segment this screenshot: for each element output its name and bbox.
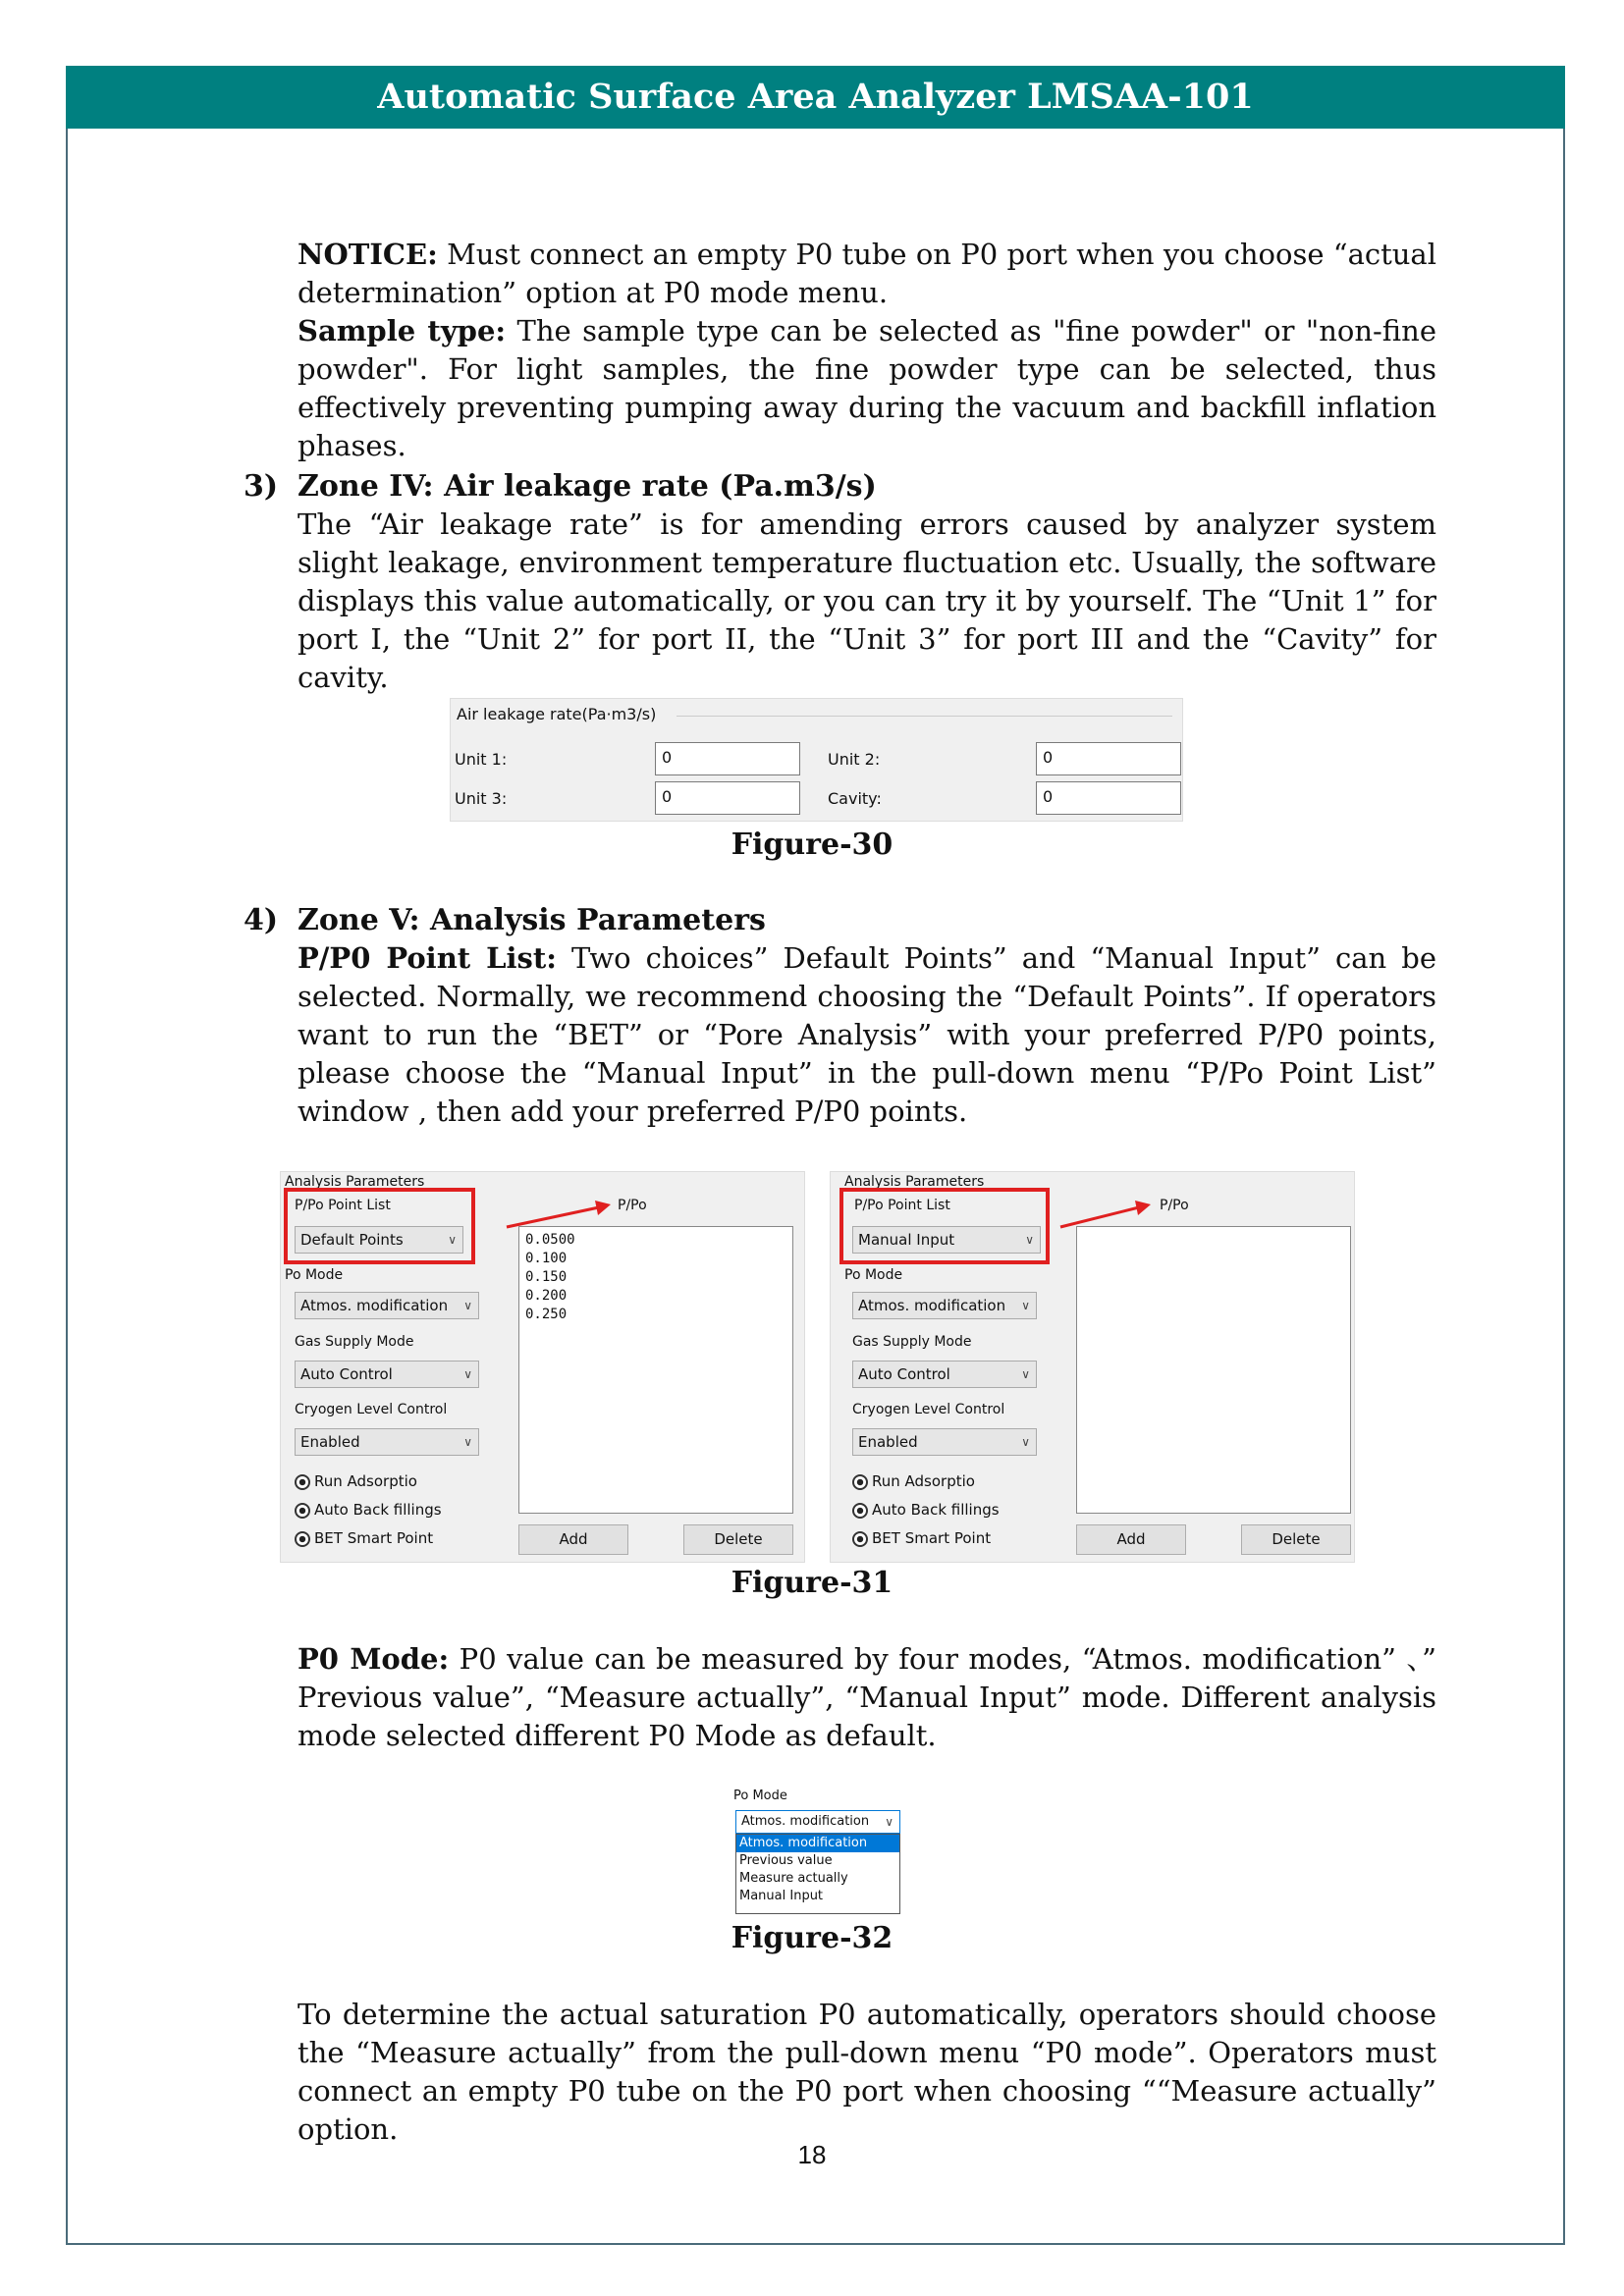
point-list-dropdown[interactable]: Default Points ∨ [295, 1226, 463, 1254]
intro-section [298, 236, 1436, 465]
sample-type-label: Sample type: [298, 314, 507, 347]
point-list-label: P/Po Point List [854, 1198, 950, 1213]
gas-supply-dropdown[interactable]: Auto Control ∨ [295, 1361, 479, 1388]
chevron-down-icon: ∨ [1021, 1299, 1030, 1312]
unit1-label: Unit 1: [455, 750, 508, 769]
run-adsorption-radio[interactable]: Run Adsorptio [295, 1472, 417, 1490]
run-adsorption-radio[interactable]: Run Adsorptio [852, 1472, 975, 1490]
air-leakage-panel [450, 698, 1183, 822]
unit2-field[interactable]: 0 [1036, 742, 1181, 775]
analysis-params-manual [830, 1171, 1355, 1563]
ppo-points-list[interactable] [1076, 1226, 1351, 1514]
unit3-label: Unit 3: [455, 789, 508, 808]
chevron-down-icon: ∨ [1021, 1367, 1030, 1381]
chevron-down-icon: ∨ [885, 1815, 893, 1829]
chevron-down-icon: ∨ [448, 1233, 457, 1247]
p0-mode-text: P0 value can be measured by four modes, “Atmos. modification” 、” Previous value”, “Measure actually”, “Manual Input” mode. Different analysis mode selected different P0 Mode as default. [298, 1642, 1436, 1752]
unit1-field[interactable]: 0 [655, 742, 800, 775]
cavity-field[interactable]: 0 [1036, 781, 1181, 815]
list-item[interactable]: 0.0500 [525, 1232, 575, 1248]
po-mode-label: Po Mode [844, 1267, 903, 1283]
chevron-down-icon: ∨ [463, 1367, 472, 1381]
radio-icon [852, 1474, 868, 1490]
pp0-point-list-paragraph [298, 939, 1436, 1131]
page-header: Automatic Surface Area Analyzer LMSAA-101 [66, 66, 1565, 129]
point-list-dropdown[interactable]: Manual Input ∨ [852, 1226, 1041, 1254]
cavity-label: Cavity: [828, 789, 882, 808]
add-button[interactable]: Add [1076, 1524, 1186, 1555]
auto-backfill-radio[interactable]: Auto Back fillings [295, 1501, 442, 1519]
radio-icon [852, 1503, 868, 1519]
notice-label: NOTICE: [298, 238, 438, 271]
closing-paragraph: To determine the actual saturation P0 automatically, operators should choose the “Measure actually” from the pull-down menu “P0 mode”. Operators must connect an empty P0 tube on the P0 port when choosing ““Measure actually” option. [298, 1998, 1436, 2146]
po-mode-select[interactable]: Atmos. modification ∨ [735, 1810, 900, 1834]
figure-31-caption: Figure-31 [731, 1566, 893, 1600]
unit2-label: Unit 2: [828, 750, 881, 769]
po-mode-dropdown-figure [731, 1789, 903, 1916]
unit3-field[interactable]: 0 [655, 781, 800, 815]
pp0-label: P/P0 Point List: [298, 941, 557, 975]
radio-icon [295, 1503, 310, 1519]
po-mode-dropdown[interactable]: Atmos. modification ∨ [852, 1292, 1037, 1319]
list-item[interactable]: 0.250 [525, 1307, 568, 1322]
gas-supply-dropdown[interactable]: Auto Control ∨ [852, 1361, 1037, 1388]
po-mode-label: Po Mode [285, 1267, 344, 1283]
po-mode-label: Po Mode [733, 1789, 787, 1803]
cryogen-dropdown[interactable]: Enabled ∨ [852, 1428, 1037, 1456]
zone-iv-body: The “Air leakage rate” is for amending errors caused by analyzer system slight leakage, environment temperature fluctuation etc. Usually, the software displays this value automatically, or you can try it by yourself. The “Unit 1” for port I, the “Unit 2” for port II, the “Unit 3” for port III and the “Cavity” for cavity. [298, 507, 1436, 694]
list-item[interactable]: 0.150 [525, 1269, 568, 1285]
highlight-box [284, 1188, 475, 1264]
zone-iv-heading: 3) Zone IV: Air leakage rate (Pa.m3/s) [244, 469, 877, 504]
delete-button[interactable]: Delete [683, 1524, 793, 1555]
point-list-label: P/Po Point List [295, 1198, 391, 1213]
cryogen-dropdown[interactable]: Enabled ∨ [295, 1428, 479, 1456]
delete-button[interactable]: Delete [1241, 1524, 1351, 1555]
option-previous-value[interactable]: Previous value [739, 1853, 833, 1868]
p0-mode-paragraph [298, 1640, 1436, 1755]
option-measure-actually[interactable]: Measure actually [739, 1871, 848, 1886]
bet-smart-point-radio[interactable]: BET Smart Point [295, 1529, 433, 1547]
closing-section [298, 1996, 1436, 2149]
cryogen-label: Cryogen Level Control [852, 1402, 1005, 1417]
chevron-down-icon: ∨ [1021, 1435, 1030, 1449]
option-atmos-modification[interactable]: Atmos. modification [736, 1835, 899, 1852]
figure-30-caption: Figure-30 [731, 828, 893, 862]
chevron-down-icon: ∨ [463, 1299, 472, 1312]
po-mode-options [735, 1834, 900, 1914]
chevron-down-icon: ∨ [463, 1435, 472, 1449]
sample-type-paragraph [298, 312, 1436, 465]
auto-backfill-radio[interactable]: Auto Back fillings [852, 1501, 1000, 1519]
air-leakage-group-title: Air leakage rate(Pa·m3/s) [457, 705, 657, 723]
ppo-points-list[interactable] [518, 1226, 793, 1514]
list-item[interactable]: 0.100 [525, 1251, 568, 1266]
gas-supply-label: Gas Supply Mode [295, 1334, 414, 1350]
zone-v-heading: 4) Zone V: Analysis Parameters [244, 903, 766, 937]
p0-mode-label: P0 Mode: [298, 1642, 450, 1676]
analysis-params-default [280, 1171, 805, 1563]
bet-smart-point-radio[interactable]: BET Smart Point [852, 1529, 991, 1547]
analysis-params-title: Analysis Parameters [285, 1174, 425, 1190]
analysis-params-title: Analysis Parameters [844, 1174, 985, 1190]
radio-icon [295, 1531, 310, 1547]
figure-32-caption: Figure-32 [731, 1921, 893, 1955]
chevron-down-icon: ∨ [1025, 1233, 1034, 1247]
notice-paragraph [298, 236, 1436, 312]
zone-v-section [244, 901, 1436, 1131]
pp0-text: Two choices” Default Points” and “Manual Input” can be selected. Normally, we recommend choosing the “Default Points”. If operators want to run the “BET” or “Pore Analysis” with your preferred P/P0 points, please choose the “Manual Input” in the pull-down menu “P/Po Point List” window , then add your preferred P/P0 points. [298, 941, 1436, 1128]
sample-type-text: The sample type can be selected as "fine powder" or "non-fine powder". For light samples, the fine powder type can be selected, thus effectively preventing pumping away during the vacuum and backfill inflation phases. [298, 314, 1436, 462]
add-button[interactable]: Add [518, 1524, 628, 1555]
po-mode-dropdown[interactable]: Atmos. modification ∨ [295, 1292, 479, 1319]
ppo-label: P/Po [1160, 1198, 1189, 1213]
ppo-label: P/Po [618, 1198, 647, 1213]
radio-icon [852, 1531, 868, 1547]
gas-supply-label: Gas Supply Mode [852, 1334, 972, 1350]
zone-iv-section [244, 467, 1436, 697]
p0-mode-section [298, 1640, 1436, 1755]
list-item[interactable]: 0.200 [525, 1288, 568, 1304]
notice-text: Must connect an empty P0 tube on P0 port when you choose “actual determination” option at P0 mode menu. [298, 238, 1436, 309]
option-manual-input[interactable]: Manual Input [739, 1889, 824, 1903]
cryogen-label: Cryogen Level Control [295, 1402, 448, 1417]
radio-icon [295, 1474, 310, 1490]
page-number: 18 [797, 2140, 827, 2169]
highlight-box [839, 1188, 1050, 1264]
